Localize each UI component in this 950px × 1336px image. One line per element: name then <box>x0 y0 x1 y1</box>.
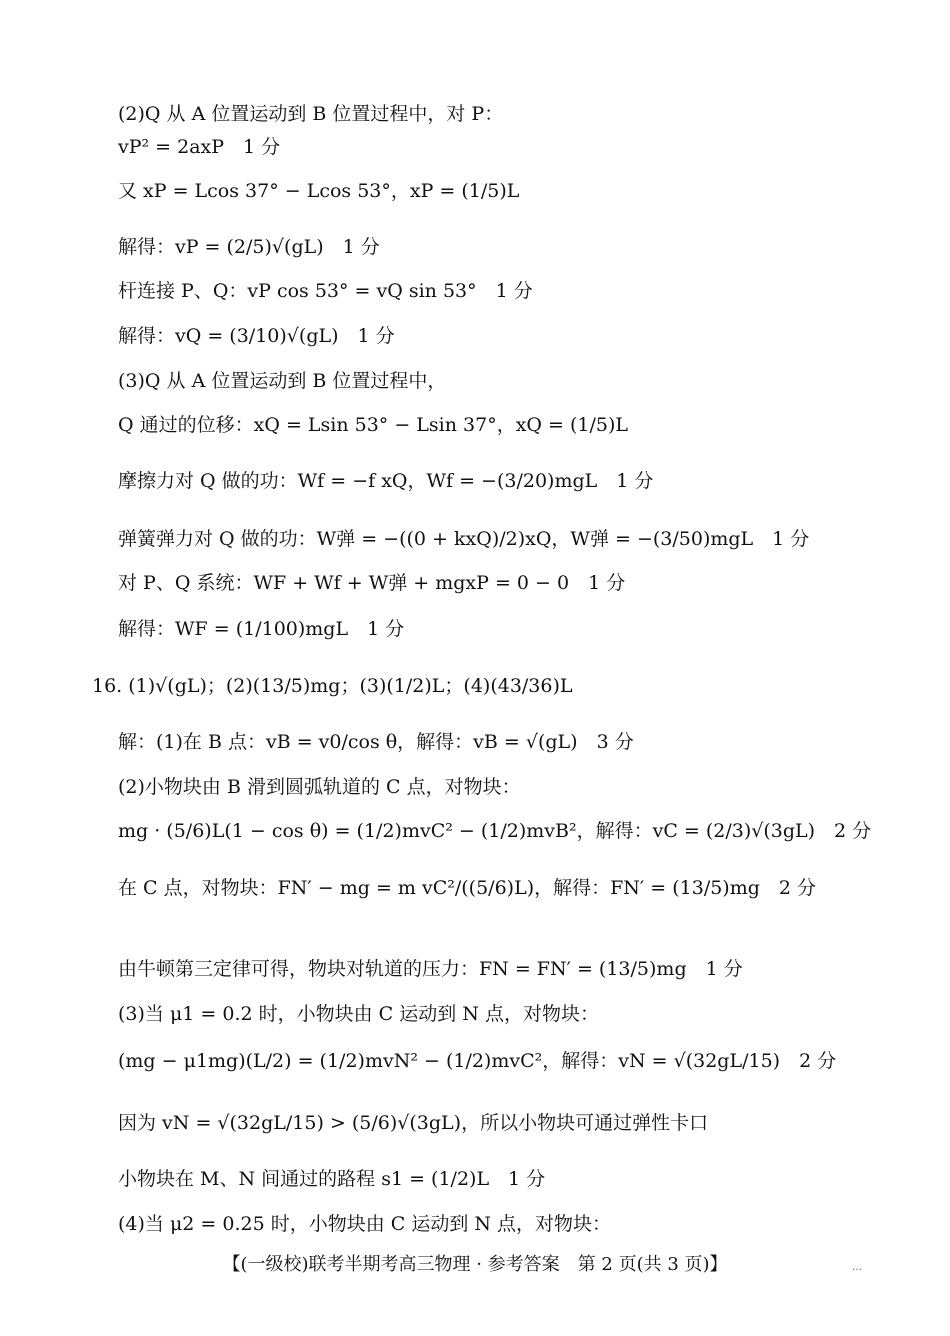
q16-eq-newton3: 由牛顿第三定律可得，物块对轨道的压力：FN = FN′ = (13/5)mg 1 分 <box>118 958 743 980</box>
q16-eq-normal: 在 C 点，对物块：FN′ − mg = m vC²/((5/6)L)，解得：FN′ = (13/5)mg 2 分 <box>118 877 817 899</box>
q16-eq-energy: mg · (5/6)L(1 − cos θ) = (1/2)mvC² − (1/2)mvB²，解得：vC = (2/3)√(3gL) 2 分 <box>118 820 872 842</box>
q15-eq-vp: 解得：vP = (2/5)√(gL) 1 分 <box>118 236 380 258</box>
q16-eq-s1: 小物块在 M、N 间通过的路程 s1 = (1/2)L 1 分 <box>118 1168 546 1190</box>
q16-part4-heading: (4)当 μ2 = 0.25 时，小物块由 C 运动到 N 点，对物块： <box>118 1213 612 1235</box>
q16-part1: 解：(1)在 B 点：vB = v0/cos θ，解得：vB = √(gL) 3 分 <box>118 731 634 753</box>
q15-eq-vp2: vP² = 2axP 1 分 <box>118 136 281 158</box>
q15-part2-heading: (2)Q 从 A 位置运动到 B 位置过程中，对 P： <box>118 103 504 125</box>
q15-part3-heading: (3)Q 从 A 位置运动到 B 位置过程中， <box>118 370 447 392</box>
q15-eq-rod: 杆连接 P、Q：vP cos 53° = vQ sin 53° 1 分 <box>118 280 533 302</box>
q15-eq-wf: 摩擦力对 Q 做的功：Wf = −f xQ，Wf = −(3/20)mgL 1 分 <box>118 470 654 492</box>
page-footer: 【(一级校)联考半期考高三物理 · 参考答案 第 2 页(共 3 页)】 <box>222 1254 728 1275</box>
q15-eq-vq: 解得：vQ = (3/10)√(gL) 1 分 <box>118 325 395 347</box>
q15-eq-wF: 解得：WF = (1/100)mgL 1 分 <box>118 618 405 640</box>
q16-part2-heading: (2)小物块由 B 滑到圆弧轨道的 C 点，对物块： <box>118 776 521 798</box>
corner-mark: … <box>852 1262 862 1273</box>
q16-eq-compare: 因为 vN = √(32gL/15) > (5/6)√(3gL)，所以小物块可通过弹性卡口 <box>118 1112 709 1134</box>
q16-part3-heading: (3)当 μ1 = 0.2 时，小物块由 C 运动到 N 点，对物块： <box>118 1003 599 1025</box>
q15-eq-xq: Q 通过的位移：xQ = Lsin 53° − Lsin 37°，xQ = (1/5)L <box>118 414 629 436</box>
q15-eq-wspring: 弹簧弹力对 Q 做的功：W弹 = −((0 + kxQ)/2)xQ，W弹 = −(3/50)mgL 1 分 <box>118 528 810 550</box>
q15-eq-system: 对 P、Q 系统：WF + Wf + W弹 + mgxP = 0 − 0 1 分 <box>118 572 626 594</box>
q16-answers: 16. (1)√(gL)；(2)(13/5)mg；(3)(1/2)L；(4)(43/36)L <box>92 675 573 697</box>
q16-eq-vn: (mg − μ1mg)(L/2) = (1/2)mvN² − (1/2)mvC²，解得：vN = √(32gL/15) 2 分 <box>118 1050 837 1072</box>
q15-eq-xp: 又 xP = Lcos 37° − Lcos 53°，xP = (1/5)L <box>118 180 520 202</box>
